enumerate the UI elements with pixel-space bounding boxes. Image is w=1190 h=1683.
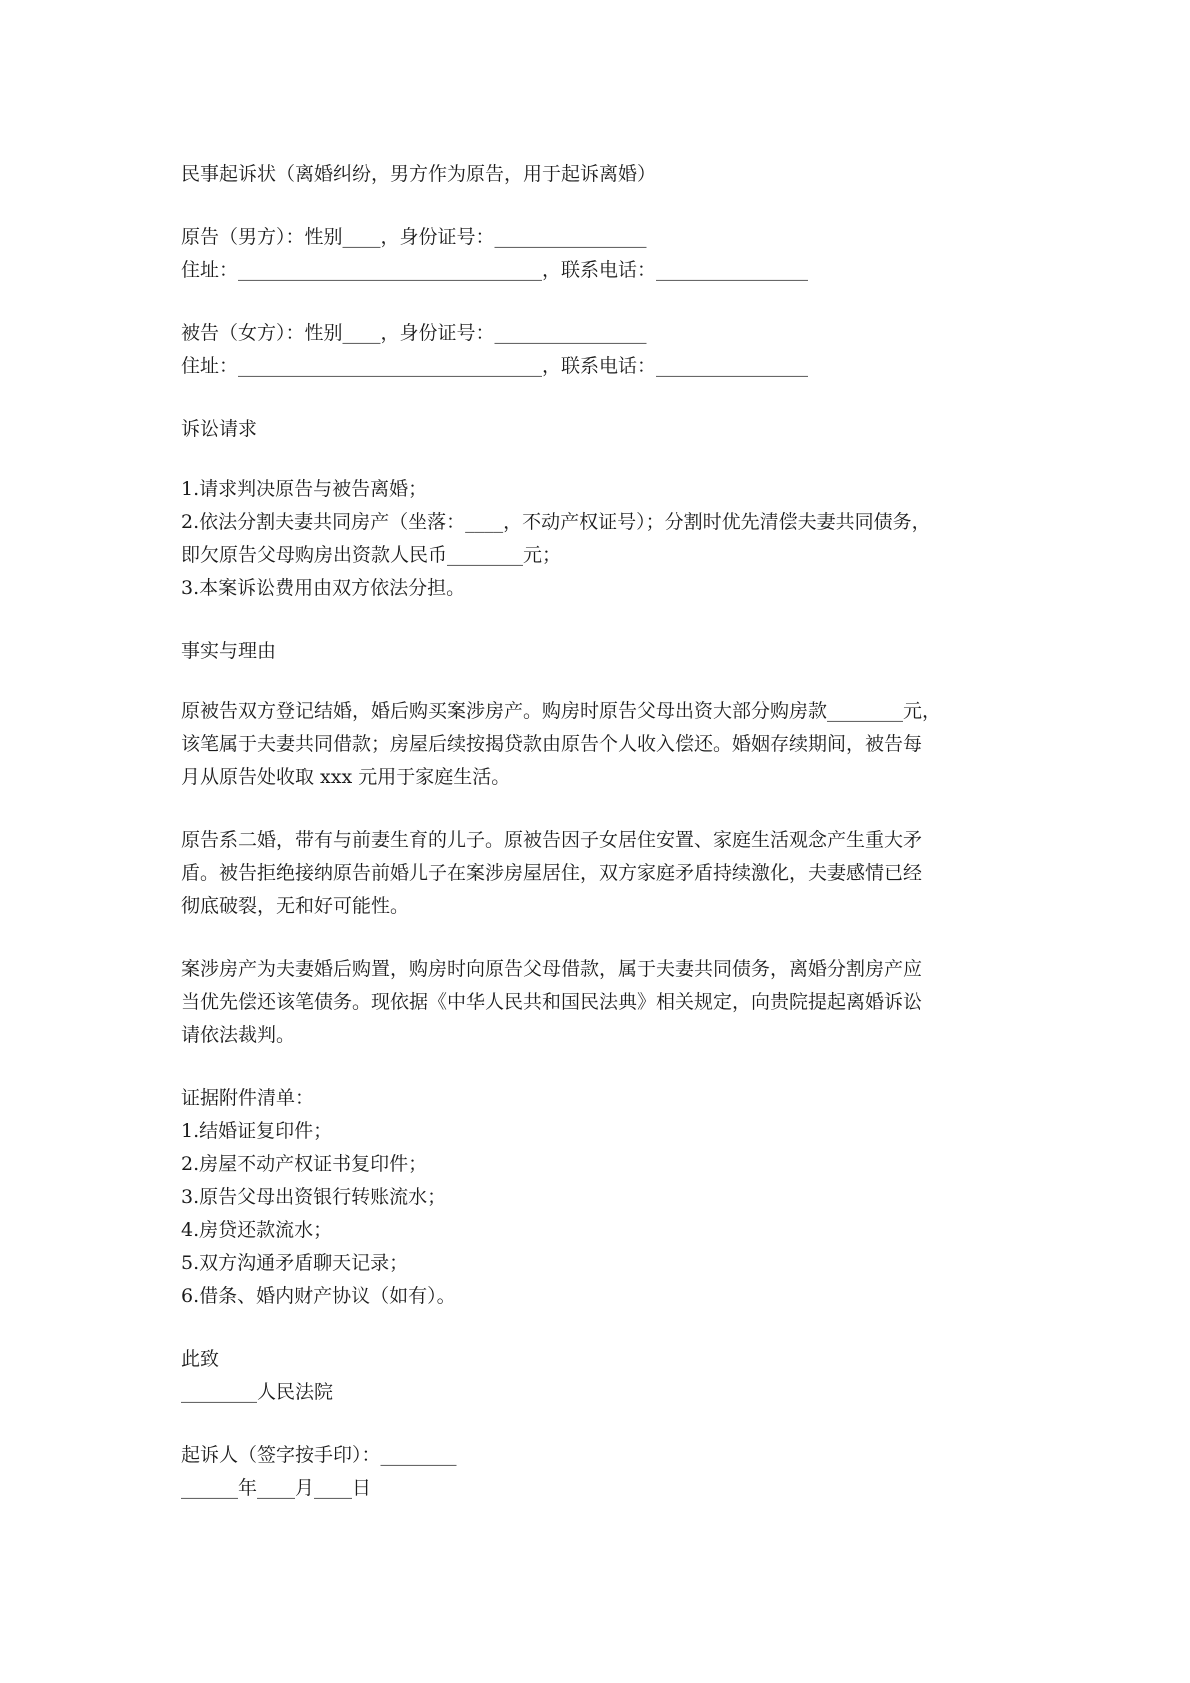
paragraph-line: 盾。被告拒绝接纳原告前婚儿子在案涉房屋居住，双方家庭矛盾持续激化，夫妻感情已经	[181, 862, 923, 884]
evidence-section	[181, 1082, 1031, 1313]
date-line: ______年____月____日	[181, 1477, 372, 1499]
paragraph-line: 彻底破裂，无和好可能性。	[181, 895, 410, 917]
document-page	[181, 158, 1031, 1505]
facts-paragraph-3	[181, 953, 1031, 1052]
evidence-heading: 证据附件清单：	[181, 1087, 315, 1109]
facts-heading: 事实与理由	[181, 640, 277, 662]
document-title: 民事起诉状（离婚纠纷，男方作为原告，用于起诉离婚）	[181, 163, 657, 185]
facts-section	[181, 635, 1031, 1052]
plaintiff-section	[181, 221, 1031, 287]
evidence-item: 1.结婚证复印件；	[181, 1120, 333, 1142]
facts-paragraph-1	[181, 695, 1031, 794]
paragraph-line: 月从原告处收取 xxx 元用于家庭生活。	[181, 766, 511, 788]
paragraph-line: 案涉房产为夫妻婚后购置，购房时向原告父母借款，属于夫妻共同债务，离婚分割房产应	[181, 958, 923, 980]
paragraph-line: 原被告双方登记结婚，婚后购买案涉房产。购房时原告父母出资大部分购房款________元，	[181, 700, 942, 722]
defendant-info-line: 被告（女方）：性别____，身份证号：________________	[181, 322, 647, 344]
defendant-address-line: 住址：________________________________，联系电话：________________	[181, 355, 809, 377]
claim-item: 2.依法分割夫妻共同房产（坐落：____，不动产权证号）；分割时优先清偿夫妻共同债务，	[181, 511, 931, 533]
evidence-item: 2.房屋不动产权证书复印件；	[181, 1153, 428, 1175]
signature-line: 起诉人（签字按手印）：________	[181, 1444, 457, 1466]
plaintiff-address-line: 住址：________________________________，联系电话：________________	[181, 259, 809, 281]
plaintiff-info-line: 原告（男方）：性别____，身份证号：________________	[181, 226, 647, 248]
claims-section	[181, 413, 1031, 605]
evidence-item: 5.双方沟通矛盾聊天记录；	[181, 1252, 409, 1274]
court-name-line: ________人民法院	[181, 1381, 334, 1403]
claim-item: 即欠原告父母购房出资款人民币________元；	[181, 544, 562, 566]
paragraph-line: 该笔属于夫妻共同借款；房屋后续按揭贷款由原告个人收入偿还。婚姻存续期间，被告每	[181, 733, 923, 755]
evidence-item: 4.房贷还款流水；	[181, 1219, 333, 1241]
evidence-item: 6.借条、婚内财产协议（如有）。	[181, 1285, 456, 1307]
facts-paragraph-2	[181, 824, 1031, 923]
paragraph-line: 请依法裁判。	[181, 1024, 296, 1046]
paragraph-line: 当优先偿还该笔债务。现依据《中华人民共和国民法典》相关规定，向贵院提起离婚诉讼	[181, 991, 923, 1013]
paragraph-line: 原告系二婚，带有与前妻生育的儿子。原被告因子女居住安置、家庭生活观念产生重大矛	[181, 829, 923, 851]
evidence-item: 3.原告父母出资银行转账流水；	[181, 1186, 447, 1208]
closing-section	[181, 1343, 1031, 1505]
claim-item: 3.本案诉讼费用由双方依法分担。	[181, 577, 466, 599]
claim-item: 1.请求判决原告与被告离婚；	[181, 478, 428, 500]
claims-heading: 诉讼请求	[181, 418, 258, 440]
salutation: 此致	[181, 1348, 220, 1370]
defendant-section	[181, 317, 1031, 383]
